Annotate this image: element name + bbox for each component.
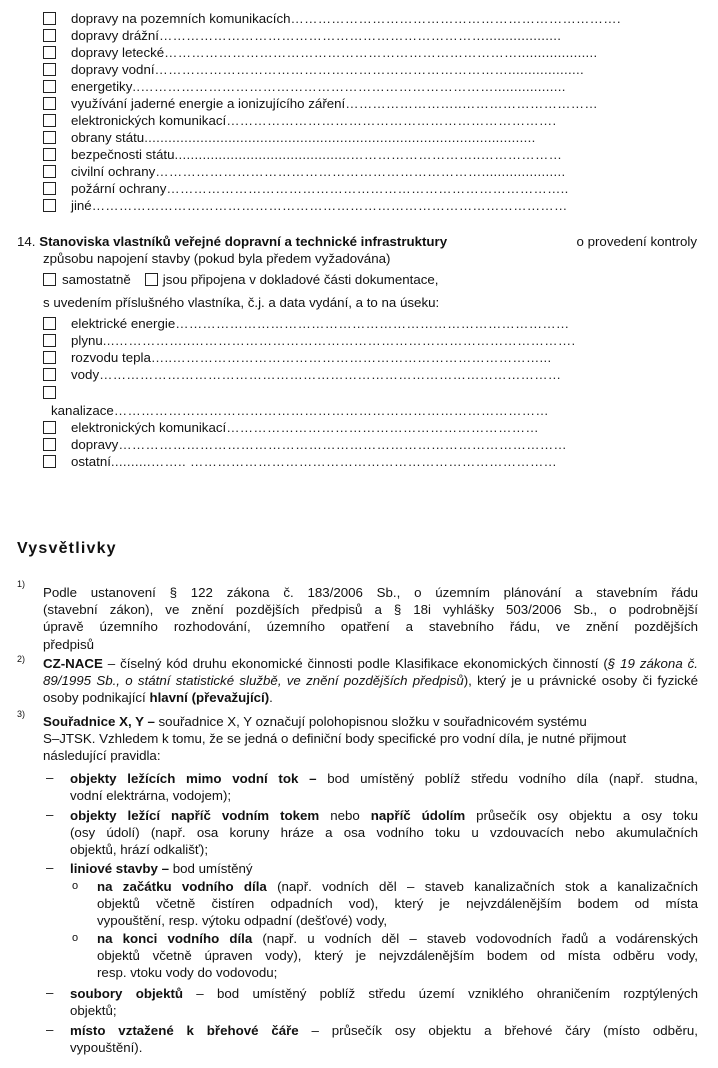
checkbox[interactable] xyxy=(43,438,56,451)
footnote-marker-1: 1) xyxy=(17,579,26,589)
dash-bullet: – xyxy=(46,807,54,822)
circle-bullet: o xyxy=(72,880,79,892)
checkbox[interactable] xyxy=(43,182,56,195)
checklist-item[interactable]: dopravy letecké …………………………………………………………………….................... xyxy=(43,44,698,61)
dash-bullet: – xyxy=(46,985,54,1000)
subrule-item: na začátku vodního díla (např. vodních děl – staveb kanalizačních stok a kanalizačních objektů včetně čistíren odpadních vod), který je nejvzdálenějším bodem od místa vypouštění, resp. výtoku odpadní (dešťové) vody, xyxy=(97,879,698,929)
checkbox[interactable] xyxy=(43,131,56,144)
checkbox[interactable] xyxy=(43,165,56,178)
checkbox[interactable] xyxy=(43,351,56,364)
footnote-1: Podle ustanovení § 122 zákona č. 183/2006 Sb., o územním plánování a stavebním řádu (stavební zákon), ve znění pozdějších předpisů a § 18i vyhlášky 503/2006 Sb., o podrobnější úpravě územního rozhodování, územního opatření a stavebního řádu, ve znění pozdějších předpisů xyxy=(43,585,698,652)
checkbox[interactable] xyxy=(43,334,56,347)
checklist-item[interactable]: elektronických komunikací ………………………………………………………………. xyxy=(43,112,698,129)
footnote-marker-3: 3) xyxy=(17,709,26,719)
explanations-heading: Vysvětlivky xyxy=(17,540,117,557)
checklist-item[interactable]: jiné …………………………………………………………………………………………… xyxy=(43,197,698,214)
rule-item: liniové stavby – bod umístěný xyxy=(70,861,253,876)
rule-item: objekty ležících mimo vodní tok – bod umístěný poblíž středu vodního díla (např. studna, vodní elektrárna, vodojem); xyxy=(70,771,698,804)
checklist-item[interactable]: civilní ochrany ………………………………………………………………..................... xyxy=(43,163,693,180)
checklist-item[interactable]: dopravy drážní ………………………………………………………………................... xyxy=(43,27,698,44)
option-separately[interactable]: samostatně jsou připojena v dokladové části dokumentace, xyxy=(43,271,438,288)
checklist-item[interactable]: energetiky ..…………………………………………………………………….................. xyxy=(43,78,698,95)
checkbox[interactable] xyxy=(43,199,56,212)
checkbox[interactable] xyxy=(43,29,56,42)
checklist-item[interactable]: dopravy na pozemních komunikacích ………………………………………………………………. xyxy=(43,10,698,27)
checklist-item[interactable]: elektronických komunikací …………………………………………………………… xyxy=(43,419,683,436)
subrule-item: na konci vodního díla (např. u vodních děl – staveb vodovodních řadů a vodárenských objektů včetně úpraven vody), který je nejvzdálenějším bodem od místa odběru vody, resp. vtoku vody do vodovodu; xyxy=(97,931,699,981)
checkbox[interactable] xyxy=(43,421,56,434)
section14-instructions: s uvedením příslušného vlastníka, č.j. a data vydání, a to na úseku: xyxy=(43,295,440,310)
section14-subtitle: způsobu napojení stavby (pokud byla předem vyžadována) xyxy=(43,251,391,266)
dash-bullet: – xyxy=(46,860,54,875)
checkbox[interactable] xyxy=(43,63,56,76)
footnote-2: CZ-NACE – číselný kód druhu ekonomické činnosti podle Klasifikace ekonomických činností (§ 19 zákona č. 89/1995 Sb., o státní statistické službě, ve znění pozdějších předpisů), který je u právnické osoby či fyzické osoby podnikající hlavní (převažující). xyxy=(43,656,698,706)
checkbox[interactable] xyxy=(43,12,56,25)
checkbox[interactable] xyxy=(43,80,56,93)
checklist-item-kanalizace[interactable] xyxy=(43,384,56,401)
checkbox[interactable] xyxy=(43,97,56,110)
dash-bullet: – xyxy=(46,770,54,785)
footnote-marker-2: 2) xyxy=(17,654,26,664)
kanalizace-label: kanalizace…………………………………………………………………………………… xyxy=(51,403,549,418)
checklist-item[interactable]: obrany státu .................................................................................................. xyxy=(43,129,688,146)
rule-item: soubory objektů – bod umístěný poblíž středu území vzniklého ohraničením rozptýlených objektů; xyxy=(70,986,698,1019)
checklist-item[interactable]: elektrické energie …………………………………………………………………………… xyxy=(43,315,693,332)
checklist-item[interactable]: požární ochrany …………………………………………………………………………….. xyxy=(43,180,693,197)
checklist-item[interactable]: rozvodu tepla …..………………………………………………………………………... xyxy=(43,349,688,366)
footnote-3: Souřadnice X, Y – souřadnice X, Y označují polohopisnou složku v souřadnicovém systému S–JTSK. Vzhledem k tomu, že se jedná o definiční body specifické pro vodní díla, je nutné přijmout následující pravidla: xyxy=(43,714,627,764)
rule-item: místo vztažené k břehové čáře – průsečík osy objektu a břehové čáry (místo odběru, vypouštění). xyxy=(70,1023,698,1056)
checkbox[interactable] xyxy=(145,273,158,286)
checklist-item[interactable]: dopravy ……………………………………………………………………………………… xyxy=(43,436,688,453)
circle-bullet: o xyxy=(72,932,79,944)
checklist-item[interactable]: bezpečnosti státu ............................................………………………..……………… xyxy=(43,146,688,163)
checklist-item[interactable]: dopravy vodní ……………………………………………………………………................... xyxy=(43,61,698,78)
rule-item: objekty ležící napříč vodním tokem nebo napříč údolím průsečík osy objektu a osy toku (osy údolí) (např. osa koruny hráze a osa vodního toku u vzdouvacích nebo akumulačních objektů, hrází odkališť); xyxy=(70,808,698,858)
checkbox[interactable] xyxy=(43,455,56,468)
checkbox[interactable] xyxy=(43,148,56,161)
checklist-item[interactable]: ostatní ..........…….. ……………………………………………………………………… xyxy=(43,453,698,470)
dash-bullet: – xyxy=(46,1022,54,1037)
checklist-item[interactable]: vody ………………………………………………………………………………………… xyxy=(43,366,688,383)
checkbox[interactable] xyxy=(43,386,56,399)
checklist-item[interactable]: využívání jaderné energie a ionizujícího záření ……………………..………………………… xyxy=(43,95,688,112)
checklist-item[interactable]: plynu ...……………..…………………………………………………………………………. xyxy=(43,332,698,349)
checkbox[interactable] xyxy=(43,114,56,127)
checkbox[interactable] xyxy=(43,273,56,286)
checkbox[interactable] xyxy=(43,368,56,381)
section14-title: 14. Stanoviska vlastníků veřejné dopravní a technické infrastruktury o provedení kontroly xyxy=(17,234,697,249)
checkbox[interactable] xyxy=(43,317,56,330)
checkbox[interactable] xyxy=(43,46,56,59)
